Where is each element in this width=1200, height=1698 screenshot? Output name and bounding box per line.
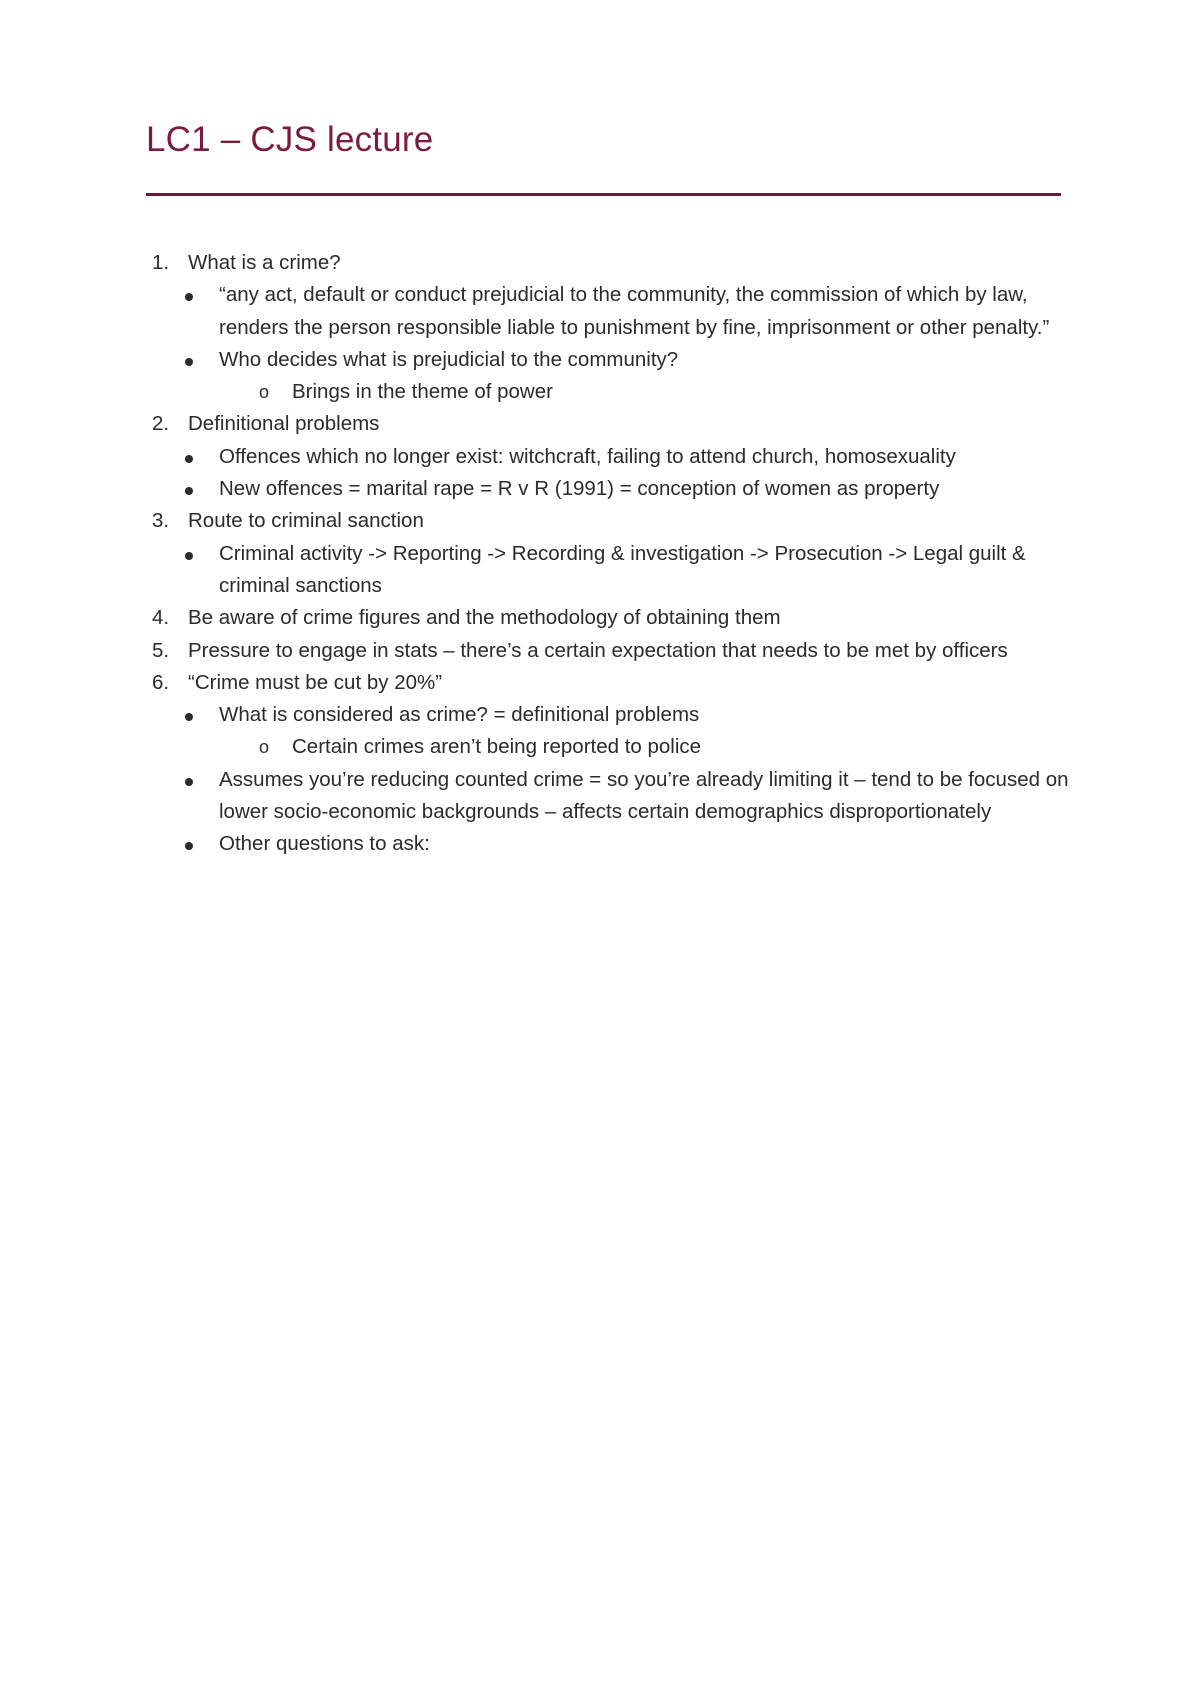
document-body — [146, 247, 1076, 861]
bullet-icon — [185, 552, 193, 560]
bullet-item — [146, 699, 1076, 731]
list-item-text: Pressure to engage in stats – there’s a certain expectation that needs to be met by officers — [188, 638, 1008, 662]
list-item — [146, 635, 1076, 667]
bullet-item — [146, 764, 1076, 829]
list-item — [146, 408, 1076, 440]
bullet-item — [146, 473, 1076, 505]
list-item — [146, 505, 1076, 537]
bullet-item — [146, 828, 1076, 860]
bullet-item-text: New offences = marital rape = R v R (1991) = conception of women as property — [219, 477, 940, 501]
bullet-item-text: “any act, default or conduct prejudicial to the community, the commission of which by law, renders the person responsible liable to punishment by fine, imprisonment or other penalty.” — [219, 283, 1050, 339]
list-number: 3. — [152, 509, 170, 533]
list-number: 4. — [152, 606, 170, 630]
list-number: 6. — [152, 670, 170, 694]
bullet-icon — [185, 842, 193, 850]
list-number: 2. — [152, 412, 170, 436]
list-item-text: Route to criminal sanction — [188, 509, 424, 533]
sub-bullet-marker: o — [259, 382, 270, 403]
bullet-item — [146, 279, 1076, 344]
bullet-icon — [185, 358, 193, 366]
bullet-item-text: Other questions to ask: — [219, 832, 430, 856]
bullet-item-text: Assumes you’re reducing counted crime = so you’re already limiting it – tend to be focused on lower socio-economic backgrounds – affects certain demographics disproportionately — [219, 767, 1069, 824]
sub-bullet-item — [146, 731, 1076, 763]
bullet-icon — [185, 713, 193, 721]
bullet-icon — [185, 778, 193, 786]
bullet-icon — [185, 293, 193, 301]
bullet-item-text: What is considered as crime? = definitional problems — [219, 703, 700, 727]
list-item — [146, 667, 1076, 699]
list-number: 1. — [152, 251, 170, 274]
bullet-item — [146, 344, 1076, 376]
bullet-item-text: Who decides what is prejudicial to the community? — [219, 347, 679, 371]
document-title: LC1 – CJS lecture — [146, 120, 434, 159]
sub-bullet-item — [146, 376, 1076, 408]
bullet-item-text: Criminal activity -> Reporting -> Recording & investigation -> Prosecution -> Legal guilt & criminal sanctions — [219, 541, 1026, 597]
list-item-text: “Crime must be cut by 20%” — [188, 670, 443, 694]
list-number: 5. — [152, 638, 170, 662]
bullet-icon — [185, 455, 193, 463]
list-item-text: Be aware of crime figures and the methodology of obtaining them — [188, 606, 781, 630]
sub-bullet-marker: o — [259, 737, 270, 758]
list-item-text: Definitional problems — [188, 412, 380, 436]
bullet-item-text: Offences which no longer exist: witchcraft, failing to attend church, homosexuality — [219, 444, 956, 468]
sub-bullet-item-text: Certain crimes aren’t being reported to police — [292, 735, 702, 759]
list-item-text: What is a crime? — [188, 251, 341, 274]
list-item — [146, 247, 1076, 279]
bullet-item — [146, 538, 1076, 603]
list-item — [146, 602, 1076, 634]
bullet-item — [146, 441, 1076, 473]
bullet-icon — [185, 487, 193, 495]
sub-bullet-item-text: Brings in the theme of power — [292, 380, 553, 404]
title-divider — [146, 193, 1061, 196]
